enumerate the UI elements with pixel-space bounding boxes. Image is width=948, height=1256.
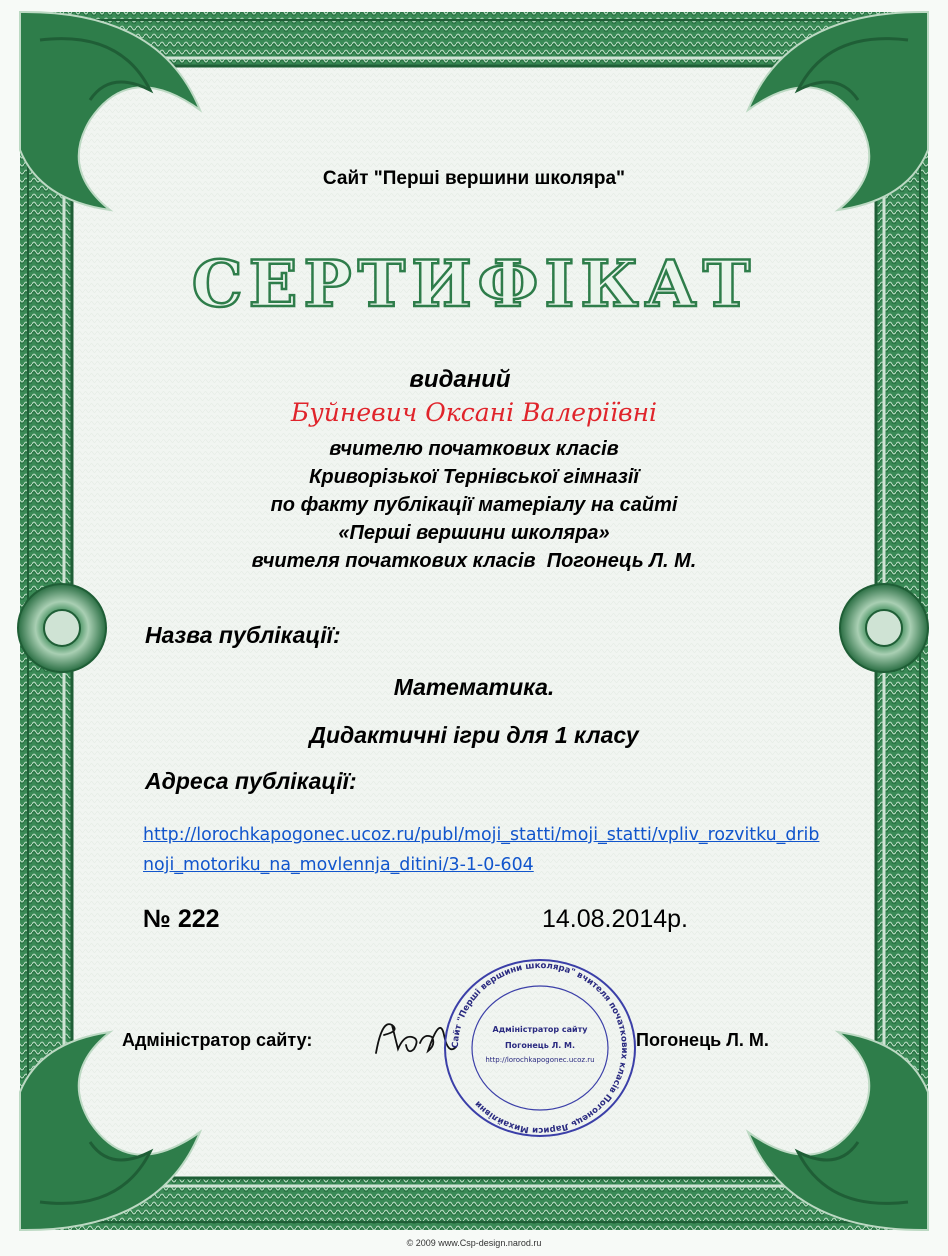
certificate-date: 14.08.2014р. — [542, 905, 688, 933]
site-owner-line: вчителя початкових класів Погонець Л. М. — [251, 550, 697, 572]
publication-label: Назва публікації: — [145, 622, 341, 648]
publication-title-2: Дидактичні ігри для 1 класу — [309, 722, 639, 748]
certificate-title-text: СЕРТИФІКАТ — [191, 247, 757, 320]
recipient-position: вчителю початкових класів — [329, 438, 619, 460]
publication-link[interactable]: http://lorochkapogonec.ucoz.ru/publ/moji_statti/moji_statti/vpliv_rozvitku_dribnoji_motoriku_na_movlennja_ditini/3-1-0-604 — [143, 825, 820, 875]
publication-title-1: Математика. — [393, 674, 555, 700]
site-title: Сайт "Перші вершини школяра" — [322, 168, 626, 189]
issued-label: виданий — [409, 366, 511, 393]
reason-line: по факту публікації матеріалу на сайті — [270, 494, 678, 516]
stamp-line-1: Адміністратор сайту — [492, 1025, 588, 1034]
stamp-ring-text: Сайт "Перші вершини школяра" вчителя початкових класів Погонець Лариси Михайлівни — [450, 960, 630, 1136]
admin-label: Адміністратор сайту: — [122, 1030, 313, 1050]
certificate-number: № 222 — [143, 905, 220, 933]
stamp-line-3: http://lorochkapogonec.ucoz.ru — [485, 1056, 595, 1064]
recipient-school: Криворізької Тернівської гімназії — [309, 466, 639, 488]
admin-name: Погонець Л. М. — [636, 1030, 769, 1050]
stamp — [440, 958, 640, 1143]
certificate-title — [150, 240, 798, 325]
stamp-line-2: Погонець Л. М. — [504, 1041, 576, 1050]
address-label: Адреса публікації: — [145, 768, 357, 794]
copyright: © 2009 www.Csp-design.narod.ru — [406, 1238, 542, 1248]
site-name-line: «Перші вершини школяра» — [338, 522, 610, 544]
recipient-name: Буйневич Оксані Валеріївні — [290, 398, 658, 427]
